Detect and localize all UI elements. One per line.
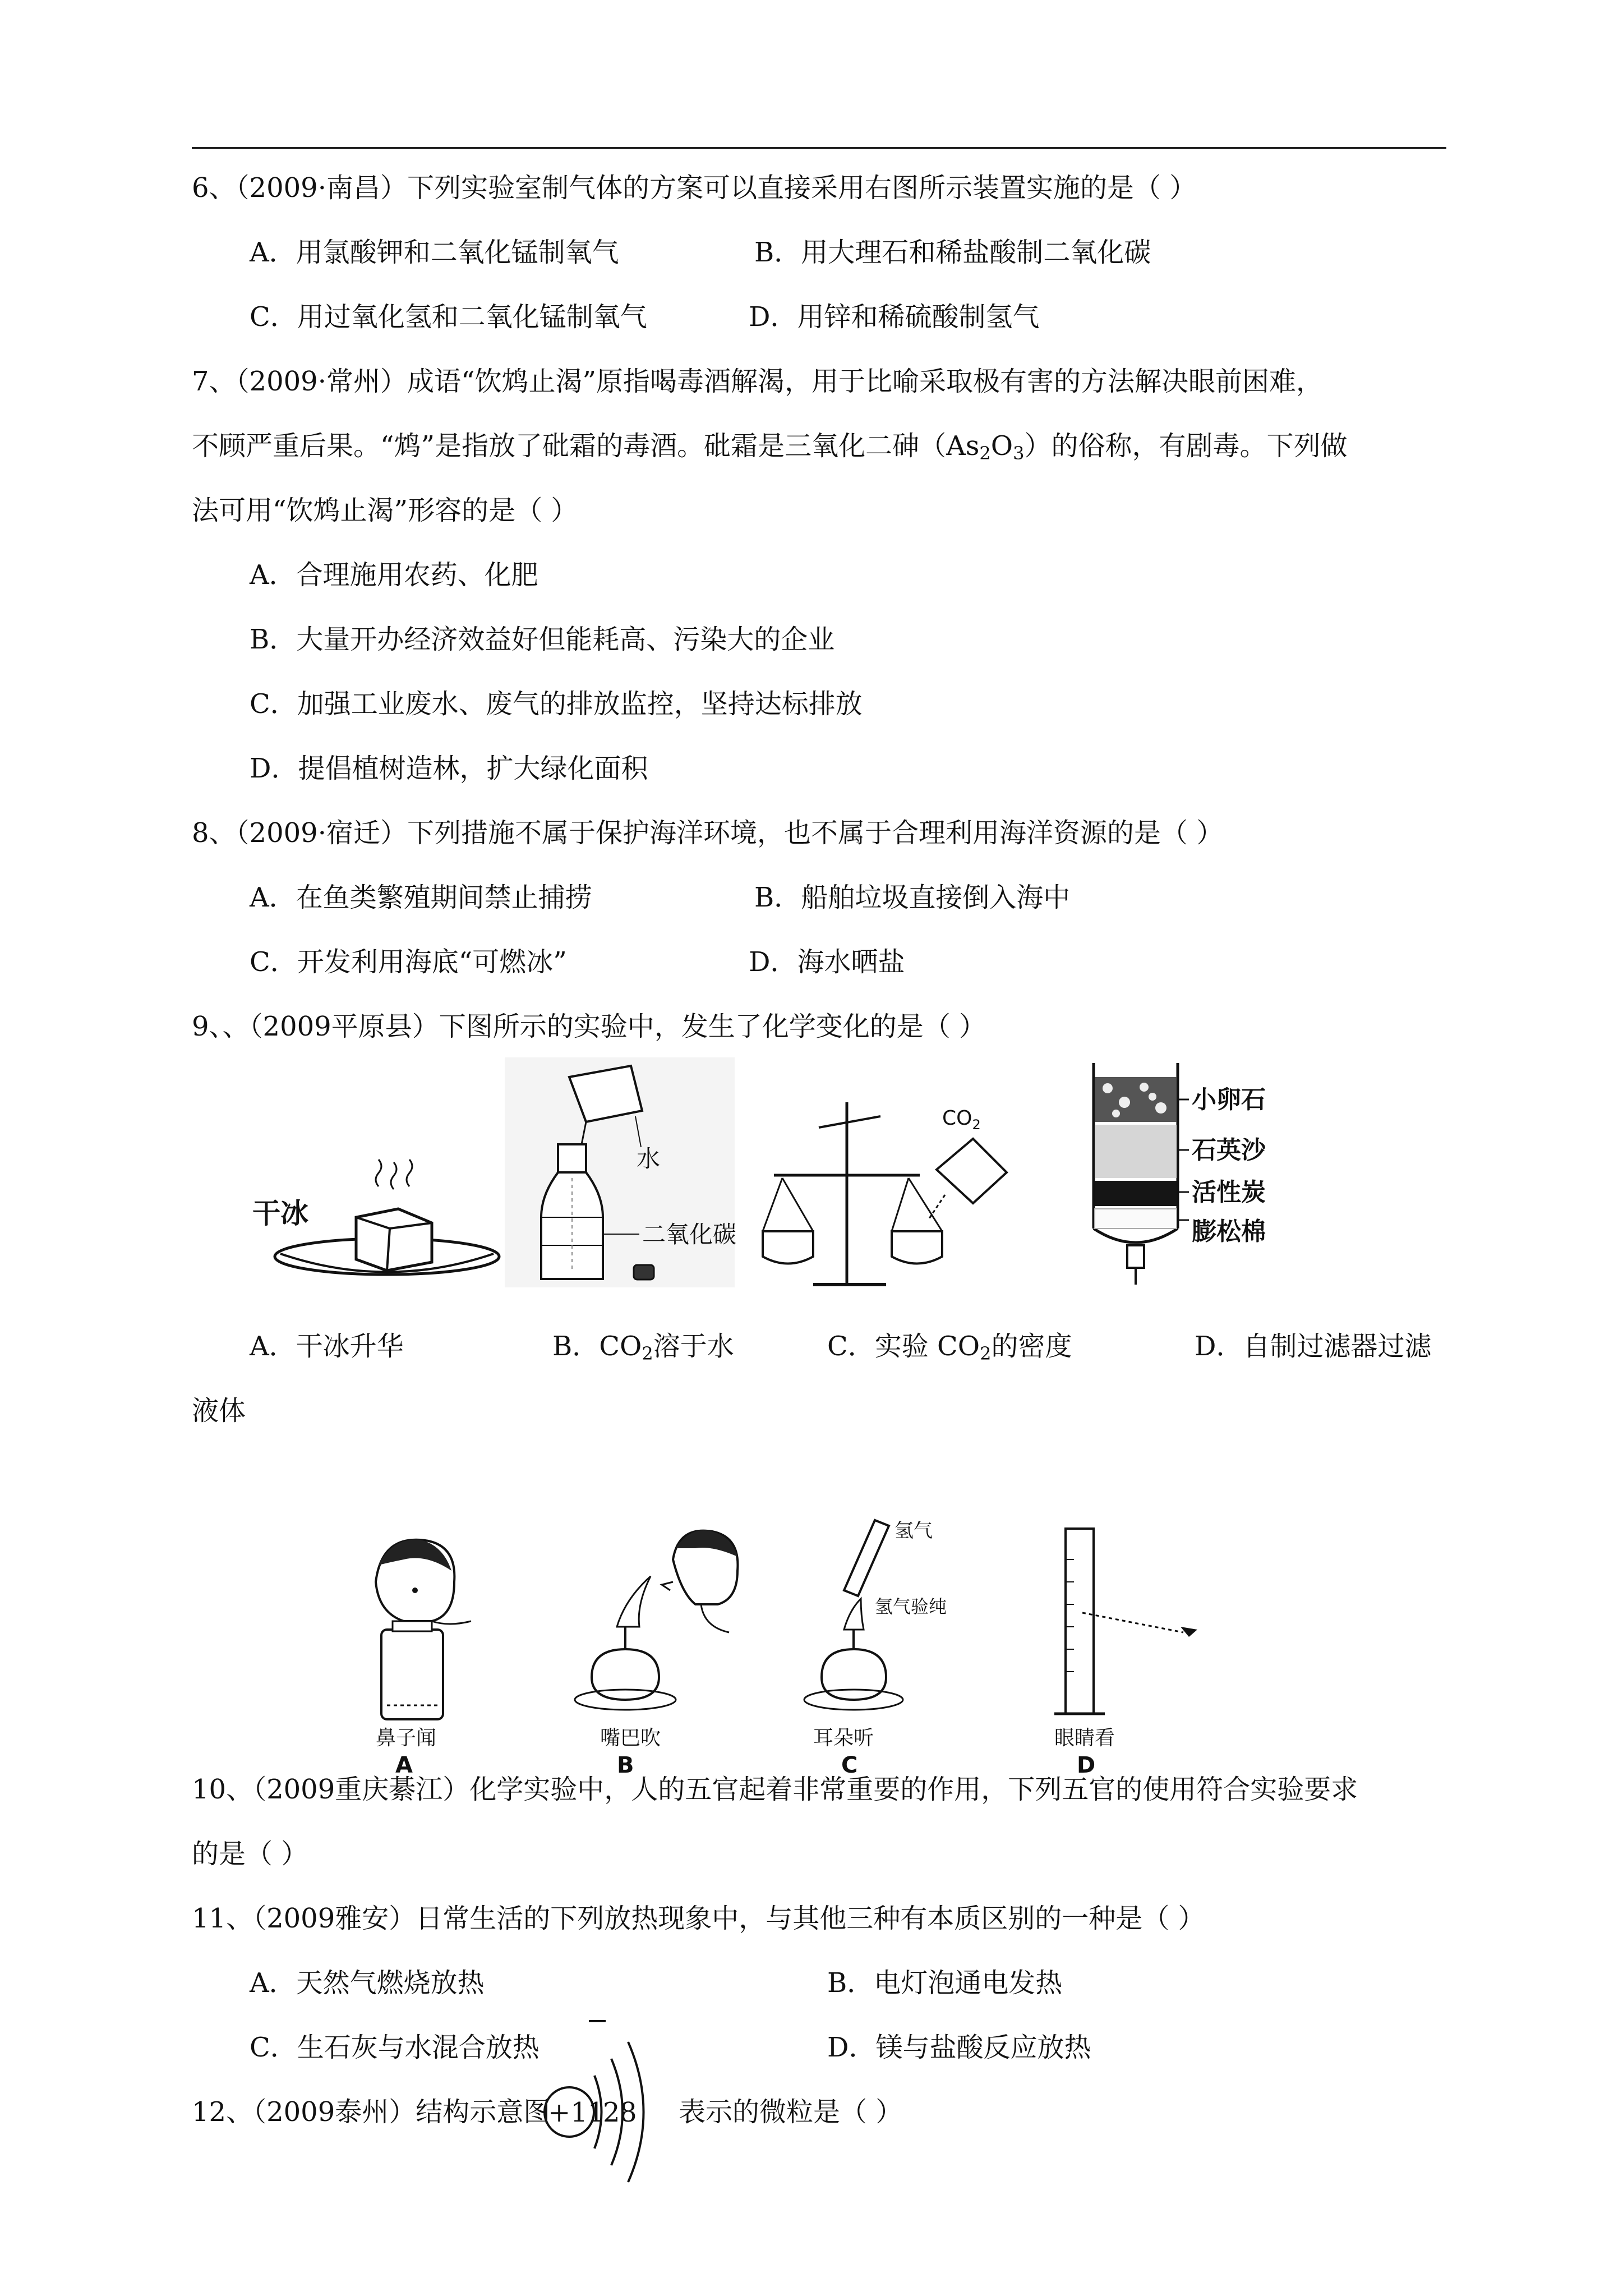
nucleus-charge: +11	[548, 2097, 605, 2128]
co2-bottle-label: 二氧化碳	[642, 1221, 737, 1248]
q12-stem-suffix: 表示的微粒是（ ）	[679, 2096, 903, 2128]
header-rule	[192, 147, 1446, 149]
q12-stem-prefix: 12、（2009泰州）结构示意图	[192, 2096, 551, 2128]
q9-figure-bottle	[502, 1055, 737, 1290]
figure-c-letter: C	[841, 1752, 858, 1778]
q9-figure-balance	[751, 1085, 1032, 1299]
q10-line1: 10、（2009重庆綦江）化学实验中，人的五官起着非常重要的作用，下列五官的使用符合实验要求	[192, 1774, 1358, 1805]
hydrogen-label: 氢气	[895, 1520, 933, 1542]
q11-stem: 11、（2009雅安）日常生活的下列放热现象中，与其他三种有本质区别的一种是（ ）	[192, 1903, 1205, 1934]
q11-option-b: B．电灯泡通电发热	[827, 1967, 1063, 1999]
q7-line3: 法可用“饮鸩止渴”形容的是（ ）	[192, 495, 578, 526]
q9-option-a: A．干冰升华	[250, 1331, 404, 1362]
figure-d-look	[1054, 1529, 1197, 1778]
q7-option-a: A．合理施用农药、化肥	[250, 559, 538, 591]
q10-figure	[359, 1515, 1256, 1778]
co2-balance-label: $CO_2$	[942, 1107, 981, 1133]
q6-stem: 6、（2009·南昌）下列实验室制气体的方案可以直接采用右图所示装置实施的是（ ）	[192, 172, 1197, 204]
figure-a-caption: 鼻子闻	[376, 1727, 437, 1750]
figure-b-letter: B	[617, 1752, 634, 1778]
q6-option-c: C．用过氧化氢和二氧化锰制氧气	[250, 301, 647, 333]
carbon-label: 活性炭	[1192, 1178, 1266, 1207]
water-label: 水	[637, 1145, 661, 1172]
figure-a-smell	[376, 1540, 471, 1778]
q7-line1: 7、（2009·常州）成语“饮鸩止渴”原指喝毒酒解渴，用于比喻采取极有害的方法解决眼前困难，	[192, 366, 1324, 397]
figure-c-listen	[804, 1520, 947, 1778]
q6-option-d: D．用锌和稀硫酸制氢气	[749, 301, 1040, 333]
figure-b-blow	[575, 1530, 737, 1778]
purity-label: 氢气验纯	[875, 1596, 947, 1617]
q7-option-c: C．加强工业废水、废气的排放监控，坚持达标排放	[250, 688, 863, 720]
pebbles-label: 小卵石	[1192, 1085, 1266, 1114]
dry-ice-label: 干冰	[252, 1197, 308, 1230]
q6-option-b: B．用大理石和稀盐酸制二氧化碳	[754, 237, 1151, 268]
figure-b-caption: 嘴巴吹	[600, 1727, 661, 1750]
q9-option-c: C．实验 $CO_2$的密度	[827, 1331, 1072, 1364]
atom-structure-diagram	[536, 2005, 676, 2140]
q8-option-d: D．海水晒盐	[749, 946, 905, 978]
q11-option-c: C．生石灰与水混合放热	[250, 2032, 540, 2063]
figure-d-caption: 眼睛看	[1054, 1727, 1115, 1750]
q8-option-a: A．在鱼类繁殖期间禁止捕捞	[250, 882, 592, 913]
q7-line2: 不顾严重后果。“鸩”是指放了砒霜的毒酒。砒霜是三氧化二砷$(As_2O_3)$的俗称，有剧毒。下列做	[192, 430, 1348, 464]
q11-option-a: A．天然气燃烧放热	[250, 1967, 485, 1999]
shell-1-electrons: 2	[603, 2097, 620, 2128]
q8-stem: 8、（2009·宿迁）下列措施不属于保护海洋环境，也不属于合理利用海洋资源的是（ ）	[192, 817, 1224, 849]
q11-option-d: D．镁与盐酸反应放热	[827, 2032, 1091, 2063]
q9-figure-filter	[1082, 1055, 1346, 1301]
q9-option-d-continued: 液体	[192, 1395, 246, 1427]
q8-option-c: C．开发利用海底“可燃冰”	[250, 946, 567, 978]
q10-line2: 的是（ ）	[192, 1838, 308, 1870]
q9-option-b: B．$CO_2$溶于水	[552, 1331, 734, 1364]
figure-d-letter: D	[1077, 1752, 1096, 1778]
cotton-label: 膨松棉	[1192, 1217, 1266, 1246]
q9-option-d: D．自制过滤器过滤	[1195, 1331, 1432, 1362]
q8-option-b: B．船舶垃圾直接倒入海中	[754, 882, 1071, 913]
figure-c-caption: 耳朵听	[813, 1727, 874, 1750]
q9-stem: 9、、（2009平原县）下图所示的实验中，发生了化学变化的是（ ）	[192, 1011, 986, 1042]
q7-option-d: D．提倡植树造林，扩大绿化面积	[250, 753, 648, 784]
q7-option-b: B．大量开办经济效益好但能耗高、污染大的企业	[250, 624, 835, 655]
q9-figure-dry-ice	[247, 1156, 482, 1285]
q6-option-a: A．用氯酸钾和二氧化锰制氧气	[250, 237, 619, 268]
shell-2-electrons: 8	[620, 2097, 637, 2128]
quartz-label: 石英沙	[1192, 1136, 1266, 1165]
figure-a-letter: A	[395, 1752, 413, 1778]
